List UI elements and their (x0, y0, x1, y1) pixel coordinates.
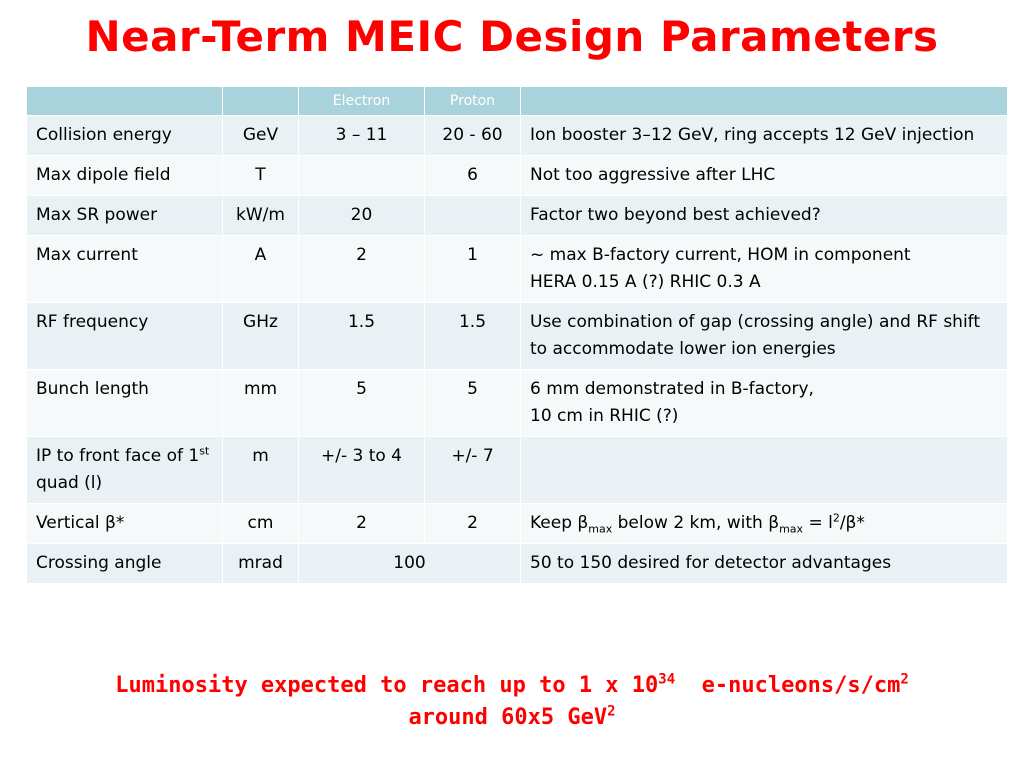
comment-line: 10 cm in RHIC (?) (530, 406, 679, 426)
comment-cell (521, 437, 1008, 504)
proton-cell: 20 - 60 (425, 116, 521, 156)
comment-cell: Ion booster 3–12 GeV, ring accepts 12 GeV injection (521, 116, 1008, 156)
comment-line: HERA 0.15 A (?) RHIC 0.3 A (530, 272, 761, 292)
unit-cell: mm (223, 370, 299, 437)
table-row (27, 504, 1008, 544)
comment-cell (521, 236, 1008, 303)
unit-cell: kW/m (223, 196, 299, 236)
comment-cell (521, 370, 1008, 437)
table-row (27, 437, 1008, 504)
comment-cell: Keep $\beta_{max}$ below 2 km, with $\beta_{max} = l^2/\beta*$ (521, 504, 1008, 544)
electron-proton-cell: 100 (299, 544, 521, 584)
electron-cell (299, 156, 425, 196)
proton-cell: 6 (425, 156, 521, 196)
unit-cell: T (223, 156, 299, 196)
comment-cell: Factor two beyond best achieved? (521, 196, 1008, 236)
luminosity-note (0, 670, 1024, 734)
table-row (27, 236, 1008, 303)
header-unit (223, 87, 299, 116)
table-header-row (27, 87, 1008, 116)
unit-cell: m (223, 437, 299, 504)
param-cell: IP to front face of 1st quad (l) (27, 437, 223, 504)
table-row (27, 303, 1008, 370)
proton-cell: 5 (425, 370, 521, 437)
electron-cell: +/- 3 to 4 (299, 437, 425, 504)
comment-line: 6 mm demonstrated in B-factory, (530, 379, 814, 399)
comment-line: ~ max B-factory current, HOM in component (530, 245, 911, 265)
unit-cell: mrad (223, 544, 299, 584)
comment-cell: 50 to 150 desired for detector advantages (521, 544, 1008, 584)
param-cell: Collision energy (27, 116, 223, 156)
header-proton: Proton (425, 87, 521, 116)
unit-cell: GHz (223, 303, 299, 370)
electron-cell: 5 (299, 370, 425, 437)
param-cell: Vertical β* (27, 504, 223, 544)
table-row (27, 116, 1008, 156)
proton-cell: 1 (425, 236, 521, 303)
proton-cell: +/- 7 (425, 437, 521, 504)
unit-cell: cm (223, 504, 299, 544)
electron-cell: 3 – 11 (299, 116, 425, 156)
header-electron: Electron (299, 87, 425, 116)
table-row (27, 156, 1008, 196)
energy-line: around 60x5 GeV$^2$ (408, 703, 616, 730)
table-row (27, 544, 1008, 584)
param-cell: RF frequency (27, 303, 223, 370)
comment-cell: Not too aggressive after LHC (521, 156, 1008, 196)
table-row (27, 370, 1008, 437)
param-cell: Crossing angle (27, 544, 223, 584)
param-cell: Max SR power (27, 196, 223, 236)
electron-cell: 2 (299, 236, 425, 303)
electron-cell: 20 (299, 196, 425, 236)
electron-cell: 1.5 (299, 303, 425, 370)
table-row (27, 196, 1008, 236)
param-cell: Bunch length (27, 370, 223, 437)
luminosity-line: Luminosity expected to reach up to 1 x $10^{34}$ $e-nucleons/s/cm^2$ (115, 671, 909, 698)
page-title: Near-Term MEIC Design Parameters (85, 12, 939, 61)
comment-cell: Use combination of gap (crossing angle) and RF shift to accommodate lower ion energies (521, 303, 1008, 370)
header-parameter (27, 87, 223, 116)
electron-cell: 2 (299, 504, 425, 544)
param-cell: Max dipole field (27, 156, 223, 196)
parameters-table (26, 86, 1008, 584)
header-comment (521, 87, 1008, 116)
param-cell: Max current (27, 236, 223, 303)
unit-cell: GeV (223, 116, 299, 156)
proton-cell (425, 196, 521, 236)
proton-cell: 1.5 (425, 303, 521, 370)
unit-cell: A (223, 236, 299, 303)
proton-cell: 2 (425, 504, 521, 544)
